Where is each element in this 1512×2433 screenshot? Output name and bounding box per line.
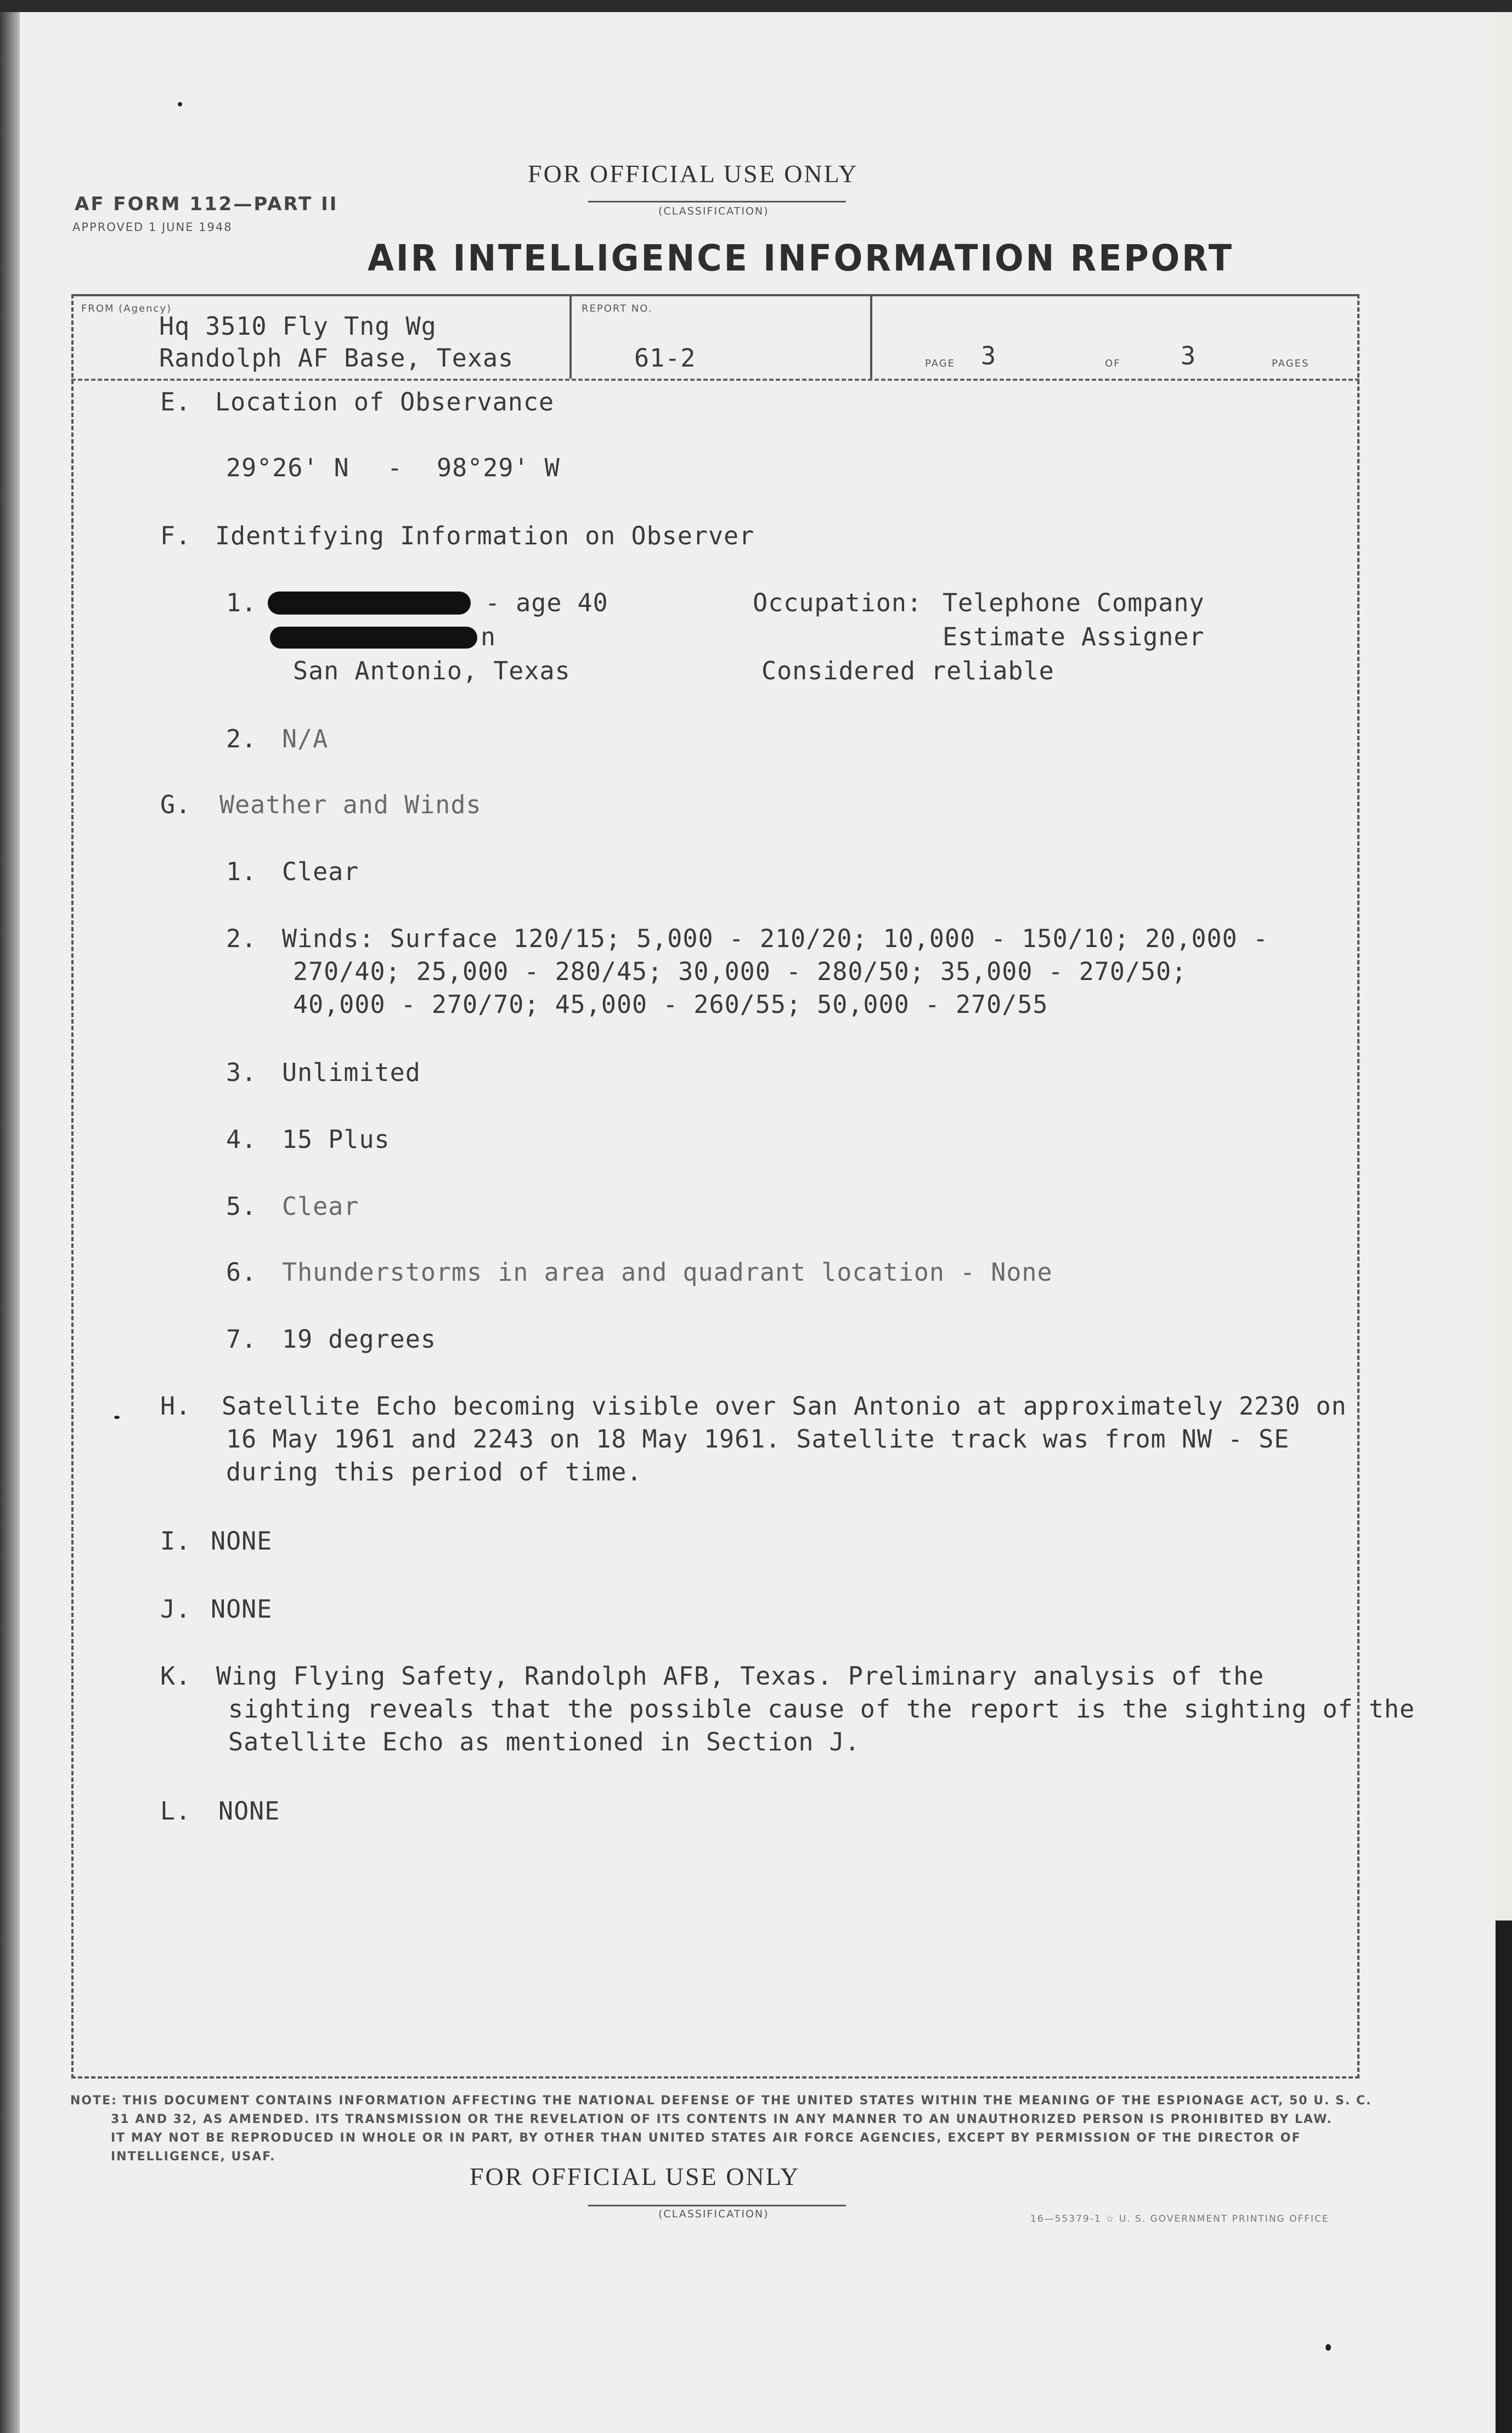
- weather-item-text-line3: 40,000 - 270/70; 45,000 - 260/55; 50,000 - 270/55: [293, 990, 1048, 1019]
- occupation-label: Occupation:: [753, 588, 923, 617]
- observer-item2-text: N/A: [282, 724, 329, 753]
- weather-item-text: Clear: [282, 857, 359, 886]
- weather-item-number: 1.: [226, 857, 257, 886]
- section-g-letter: G.: [160, 790, 191, 819]
- section-j-text: NONE: [211, 1595, 273, 1624]
- occupation-line2: Estimate Assigner: [943, 622, 1205, 651]
- weather-item-number: 4.: [226, 1125, 257, 1154]
- section-k-line2: sighting reveals that the possible cause of the report is the sighting of the: [228, 1694, 1415, 1724]
- section-i-text: NONE: [211, 1527, 273, 1556]
- section-j-letter: J.: [160, 1595, 191, 1624]
- weather-item-number: 7.: [226, 1325, 257, 1354]
- section-e-letter: E.: [160, 387, 191, 416]
- security-notice-line: INTELLIGENCE, USAF.: [111, 2150, 276, 2164]
- classification-rule: [588, 201, 846, 202]
- section-g-heading: Weather and Winds: [219, 790, 482, 819]
- scan-border-right: [1496, 1921, 1512, 2433]
- observer-age: - age 40: [485, 588, 608, 617]
- header-divider: [71, 379, 1359, 381]
- classification-rule: [588, 2205, 846, 2206]
- section-h-line2: 16 May 1961 and 2243 on 18 May 1961. Satellite track was from NW - SE: [226, 1424, 1290, 1454]
- redaction-bar: [268, 592, 471, 615]
- bottom-classification: FOR OFFICIAL USE ONLY: [470, 2162, 800, 2190]
- security-notice-line: NOTE: THIS DOCUMENT CONTAINS INFORMATION AFFECTING THE NATIONAL DEFENSE OF THE UNITED STATES WITHIN THE MEANING OF THE ESPIONAGE ACT, 50 U. S. C.: [70, 2094, 1372, 2108]
- weather-item-number: 5.: [226, 1192, 257, 1221]
- weather-item-text: 19 degrees: [282, 1325, 436, 1354]
- classification-caption: (CLASSIFICATION): [658, 2208, 769, 2220]
- longitude: 98°29' W: [437, 453, 560, 482]
- weather-item-text: Thunderstorms in area and quadrant location - None: [282, 1258, 1053, 1287]
- redacted-tail: n: [481, 622, 497, 651]
- report-title: AIR INTELLIGENCE INFORMATION REPORT: [368, 237, 1234, 279]
- header-column-divider: [870, 296, 872, 379]
- section-f-letter: F.: [160, 521, 191, 550]
- weather-item-number: 6.: [226, 1258, 257, 1287]
- header-column-divider: [569, 296, 572, 379]
- from-label: FROM (Agency): [81, 303, 172, 314]
- weather-item-text: Clear: [282, 1192, 359, 1221]
- report-number-label: REPORT NO.: [582, 303, 653, 314]
- section-h-line1: Satellite Echo becoming visible over San Antonio at approximately 2230 on: [222, 1392, 1347, 1421]
- security-notice: [70, 2092, 1372, 2166]
- section-k-letter: K.: [160, 1662, 191, 1691]
- security-notice-line: IT MAY NOT BE REPRODUCED IN WHOLE OR IN PART, BY OTHER THAN UNITED STATES AIR FORCE AGENCIES, EXCEPT BY PERMISSION OF THE DIRECTOR OF: [111, 2131, 1301, 2145]
- section-l-text: NONE: [218, 1796, 280, 1826]
- latitude: 29°26' N: [226, 453, 349, 482]
- scan-border-left: [0, 0, 20, 2433]
- top-classification: FOR OFFICIAL USE ONLY: [528, 160, 859, 188]
- observer-item-number: 1.: [226, 588, 257, 617]
- report-number: 61-2: [634, 343, 696, 373]
- section-k-line3: Satellite Echo as mentioned in Section J.: [228, 1727, 860, 1756]
- occupation-line1: Telephone Company: [943, 588, 1205, 617]
- security-notice-line: 31 AND 32, AS AMENDED. ITS TRANSMISSION OR THE REVELATION OF ITS CONTENTS IN ANY MANNER TO AN UNAUTHORIZED PERSON IS PROHIBITED BY LAW.: [111, 2113, 1333, 2126]
- observer-item2-number: 2.: [226, 724, 257, 753]
- scan-border-top: [0, 0, 1512, 12]
- observer-reliability: Considered reliable: [761, 656, 1054, 685]
- pages-label: PAGES: [1272, 358, 1310, 369]
- from-agency-line1: Hq 3510 Fly Tng Wg: [159, 312, 437, 341]
- form-number: AF FORM 112—PART II: [75, 193, 338, 215]
- section-h-line3: during this period of time.: [226, 1457, 642, 1486]
- section-h-letter: H.: [160, 1392, 191, 1421]
- weather-item-number: 2.: [226, 924, 257, 953]
- page-label: PAGE: [925, 358, 956, 369]
- form-approval-date: APPROVED 1 JUNE 1948: [72, 221, 233, 234]
- weather-item-text: Winds: Surface 120/15; 5,000 - 210/20; 10,000 - 150/10; 20,000 -: [282, 924, 1268, 953]
- section-k-line1: Wing Flying Safety, Randolph AFB, Texas. Preliminary analysis of the: [216, 1662, 1265, 1691]
- from-agency-line2: Randolph AF Base, Texas: [159, 343, 514, 373]
- total-pages: 3: [1181, 341, 1197, 370]
- coordinate-dash: -: [387, 453, 403, 482]
- section-f-heading: Identifying Information on Observer: [215, 521, 755, 550]
- scan-speck: [1325, 2344, 1331, 2351]
- weather-item-text-line2: 270/40; 25,000 - 280/45; 30,000 - 280/50; 35,000 - 270/50;: [293, 957, 1187, 986]
- of-label: OF: [1105, 358, 1121, 369]
- classification-caption: (CLASSIFICATION): [658, 205, 769, 217]
- section-i-letter: I.: [160, 1527, 191, 1556]
- printer-mark: 16—55379-1 ☆ U. S. GOVERNMENT PRINTING OFFICE: [1030, 2214, 1329, 2224]
- redaction-bar: [270, 627, 477, 649]
- scan-speck: [114, 1416, 120, 1419]
- weather-item-text: 15 Plus: [282, 1125, 390, 1154]
- observer-city: San Antonio, Texas: [293, 656, 571, 685]
- weather-item-number: 3.: [226, 1058, 257, 1087]
- section-e-heading: Location of Observance: [215, 387, 555, 416]
- scan-speck: [178, 102, 182, 106]
- weather-item-text: Unlimited: [282, 1058, 421, 1087]
- page-number: 3: [981, 341, 997, 370]
- section-l-letter: L.: [160, 1796, 191, 1826]
